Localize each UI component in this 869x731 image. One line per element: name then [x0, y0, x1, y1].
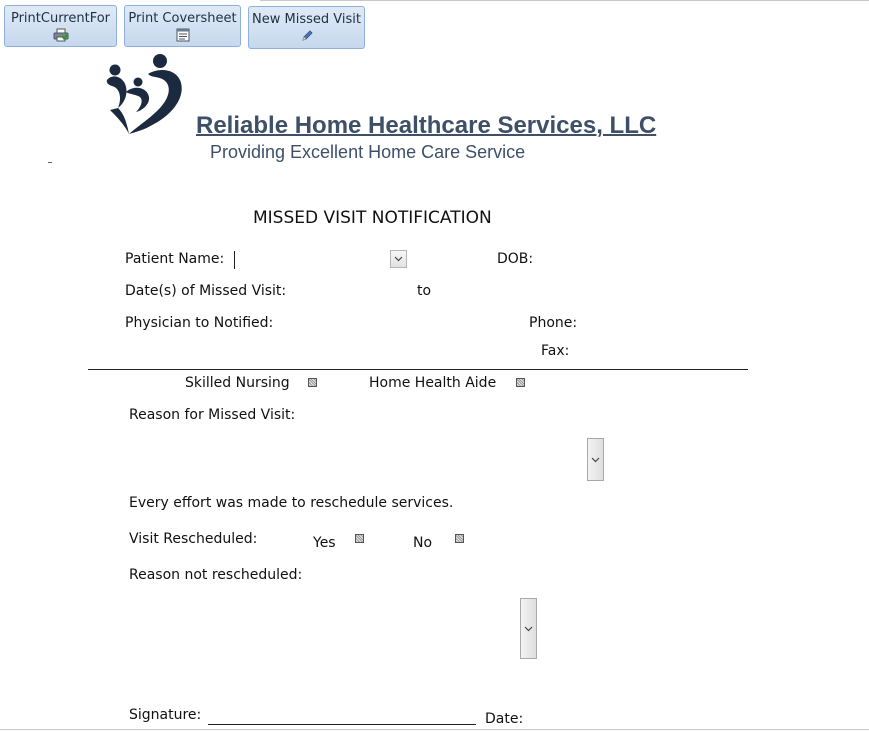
skilled-nursing-label: Skilled Nursing [185, 375, 290, 391]
dob-label: DOB: [497, 251, 534, 267]
chevron-down-icon [591, 457, 600, 463]
text-caret [234, 251, 235, 269]
home-health-aide-checkbox[interactable] [516, 378, 525, 387]
rescheduled-yes-checkbox[interactable] [355, 534, 364, 543]
patient-name-combobox[interactable] [238, 251, 388, 269]
reason-missed-label: Reason for Missed Visit: [129, 407, 296, 423]
section-divider [88, 369, 748, 370]
chevron-down-icon [524, 626, 533, 632]
physician-label: Physician to Notified: [125, 315, 274, 331]
fax-label: Fax: [541, 343, 570, 359]
reason-not-rescheduled-dropdown-button[interactable] [520, 598, 537, 659]
company-tagline: Providing Excellent Home Care Service [210, 142, 526, 162]
yes-label: Yes [313, 535, 336, 551]
print-current-form-button[interactable] [4, 5, 117, 47]
document-list-icon [175, 28, 191, 42]
rescheduled-no-checkbox[interactable] [455, 534, 464, 543]
company-logo [104, 52, 186, 140]
visit-rescheduled-label: Visit Rescheduled: [129, 531, 258, 547]
form-title: MISSED VISIT NOTIFICATION [253, 208, 492, 228]
new-missed-visit-button[interactable] [248, 6, 365, 49]
signature-line[interactable] [208, 724, 476, 725]
heart-people-logo-icon [104, 52, 186, 136]
phone-label: Phone: [529, 315, 578, 331]
printer-check-icon [53, 28, 69, 42]
chevron-down-icon [394, 256, 403, 262]
bottom-border [0, 729, 869, 730]
patient-name-label: Patient Name: [125, 251, 225, 267]
reason-missed-dropdown-button[interactable] [587, 438, 604, 481]
company-name: Reliable Home Healthcare Services, LLC [196, 112, 657, 139]
reason-not-rescheduled-label: Reason not rescheduled: [129, 567, 303, 583]
print-current-form-label: PrintCurrentFor [10, 11, 111, 26]
print-coversheet-button[interactable] [124, 5, 241, 47]
pencil-icon [300, 29, 314, 43]
top-border [260, 0, 869, 1]
effort-statement: Every effort was made to reschedule services. [129, 495, 454, 511]
no-label: No [413, 535, 433, 551]
patient-name-dropdown-button[interactable] [390, 250, 407, 268]
missed-visit-dates-label: Date(s) of Missed Visit: [125, 283, 287, 299]
print-coversheet-label: Print Coversheet [128, 11, 237, 26]
home-health-aide-label: Home Health Aide [369, 375, 497, 391]
skilled-nursing-checkbox[interactable] [308, 378, 317, 387]
signature-date-label: Date: [485, 711, 524, 727]
date-range-to-label: to [417, 283, 432, 299]
new-missed-visit-label: New Missed Visit [252, 12, 361, 27]
signature-label: Signature: [129, 707, 202, 723]
decorative-tick [48, 162, 52, 163]
